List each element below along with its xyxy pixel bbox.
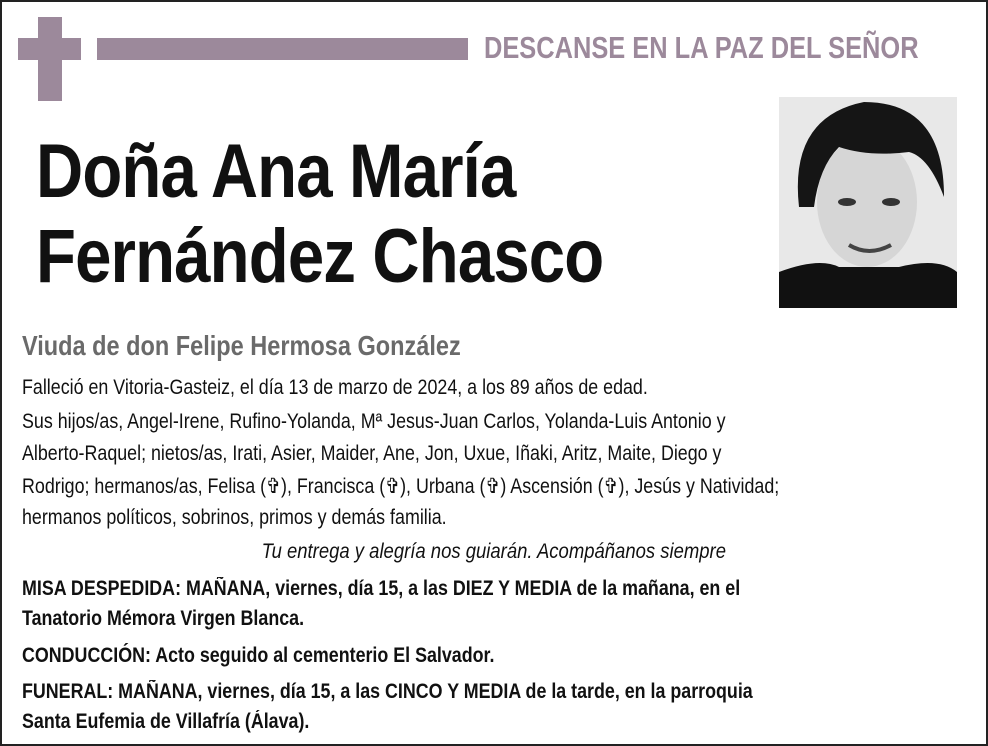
cross-icon-bar <box>18 38 81 60</box>
service-line: FUNERAL: MAÑANA, viernes, día 15, a las CINCO Y MEDIA de la tarde, en la parroquia <box>22 680 753 703</box>
body-line: Alberto-Raquel; nietos/as, Irati, Asier, Maider, Ane, Jon, Uxue, Iñaki, Aritz, Maite, Diego y <box>22 442 722 465</box>
body-line: hermanos políticos, sobrinos, primos y demás familia. <box>22 506 447 529</box>
motto <box>0 540 988 564</box>
deceased-name-line2: Fernández Chasco <box>36 214 604 299</box>
header-title: DESCANSE EN LA PAZ DEL SEÑOR <box>484 30 919 65</box>
service-line: MISA DESPEDIDA: MAÑANA, viernes, día 15, a las DIEZ Y MEDIA de la mañana, en el <box>22 577 741 600</box>
widow-of: Viuda de don Felipe Hermosa González <box>22 330 461 361</box>
service-line: Santa Eufemia de Villafría (Álava). <box>22 710 310 733</box>
header-rule <box>97 38 468 60</box>
body-line: Sus hijos/as, Angel-Irene, Rufino-Yolanda, Mª Jesus-Juan Carlos, Yolanda-Luis Antonio y <box>22 410 726 433</box>
service-line: CONDUCCIÓN: Acto seguido al cementerio El Salvador. <box>22 644 495 667</box>
body-line: Falleció en Vitoria-Gasteiz, el día 13 de marzo de 2024, a los 89 años de edad. <box>22 376 648 399</box>
portrait-photo <box>779 97 957 308</box>
service-line: Tanatorio Mémora Virgen Blanca. <box>22 607 305 630</box>
body-line: Rodrigo; hermanos/as, Felisa (✞), Francisca (✞), Urbana (✞) Ascensión (✞), Jesús y Natividad; <box>22 475 780 498</box>
motto-text: Tu entrega y alegría nos guiarán. Acompáñanos siempre <box>261 540 727 563</box>
deceased-name-line1: Doña Ana María <box>36 129 516 214</box>
